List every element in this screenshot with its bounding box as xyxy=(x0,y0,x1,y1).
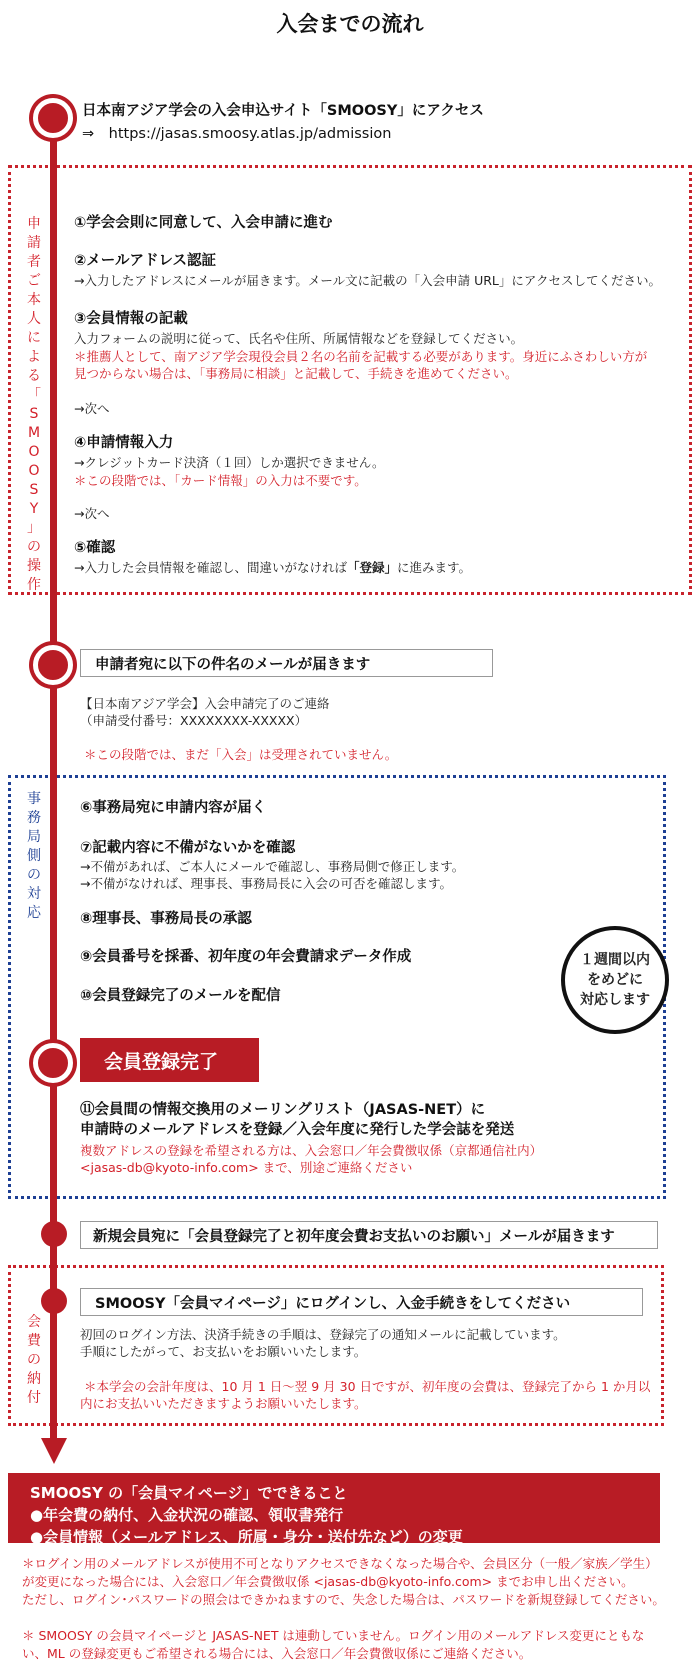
step-9: ⑨会員番号を採番、初年度の年会費請求データ作成 xyxy=(80,949,412,965)
step-11-note-2: <jasas-db@kyoto-info.com> まで、別途ご連絡ください xyxy=(80,1160,413,1175)
mypage-features-title: SMOOSY の「会員マイページ」でできること xyxy=(30,1484,348,1502)
smoosy-operations-label: 申 請 者 ご 本 人 に よ る 「 S M O O S Y 」 の 操 作 xyxy=(27,216,41,593)
step-3-note-1: ＊推薦人として、南アジア学会現役会員２名の名前を記載する必要があります。身近にふさわしい方が xyxy=(74,349,648,364)
mail-subject-line-1: 【日本南アジア学会】入会申請完了のご連絡 xyxy=(80,696,330,711)
next-2: →次へ xyxy=(74,506,110,521)
mypage-feature-1: ●年会費の納付、入金状況の確認、領収書発行 xyxy=(30,1506,344,1524)
step-11-line-1: ⑪会員間の情報交換用のメーリングリスト（JASAS-NET）に xyxy=(80,1102,486,1118)
step-7-desc-2: →不備がなければ、理事長、事務局長に入会の可否を確認します。 xyxy=(80,876,452,891)
step-11-line-2: 申請時のメールアドレスを登録／入会年度に発行した学会誌を発送 xyxy=(80,1122,515,1138)
step-4-desc: →クレジットカード決済（１回）しか選択できません。 xyxy=(74,455,385,470)
step-7-title: ⑦記載内容に不備がないかを確認 xyxy=(80,840,296,856)
footnote-b-1: ＊ SMOOSY の会員マイページと JASAS-NET は連動していません。ログイン用のメールアドレス変更にともな xyxy=(22,1628,645,1643)
step-2-desc: →入力したアドレスにメールが届きます。メール文に記載の「入会申請 URL」にアクセスしてください。 xyxy=(74,273,661,288)
step-3-desc: 入力フォームの説明に従って、氏名や住所、所属情報などを登録してください。 xyxy=(74,331,524,346)
step-4-note: ＊この段階では、「カード情報」の入力は不要です。 xyxy=(74,473,367,488)
one-week-badge: １週間以内 をめどに 対応します xyxy=(561,926,669,1034)
flow-node-icon xyxy=(33,645,73,685)
step-5-desc: →入力した会員情報を確認し、間違いがなければ「登録」に進みます。 xyxy=(74,560,472,575)
step-1: ①学会会則に同意して、入会申請に進む xyxy=(74,215,333,231)
step-6: ⑥事務局宛に申請内容が届く xyxy=(80,800,267,816)
footnote-b-2: い、ML の登録変更もご希望される場合には、入会窓口／年会費徴収係にご連絡ください。 xyxy=(22,1646,532,1661)
mypage-features-banner xyxy=(8,1473,660,1546)
step-2-title: ②メールアドレス認証 xyxy=(74,253,217,269)
mail-notice-box: 申請者宛に以下の件名のメールが届きます xyxy=(80,649,493,677)
payment-desc-1: 初回のログイン方法、決済手続きの手順は、登録完了の通知メールに記載しています。 xyxy=(80,1327,566,1342)
step-10: ⑩会員登録完了のメールを配信 xyxy=(80,988,281,1004)
payment-desc-2: 手順にしたがって、お支払いをお願いいたします。 xyxy=(80,1344,367,1359)
office-response-label: 事 務 局 側 の 対 応 xyxy=(27,791,41,921)
step-3-title: ③会員情報の記載 xyxy=(74,311,188,327)
step-3-note-2: 見つからない場合は、「事務局に相談」と記載して、手続きを進めてください。 xyxy=(74,366,518,381)
mypage-login-box: SMOOSY「会員マイページ」にログインし、入金手続きをしてください xyxy=(80,1288,643,1316)
flow-node-icon xyxy=(41,1221,67,1247)
access-url[interactable]: ⇒ https://jasas.smoosy.atlas.jp/admission xyxy=(82,126,392,142)
next-1: →次へ xyxy=(74,401,110,416)
mypage-feature-2: ●会員情報（メールアドレス、所属・身分・送付先など）の変更 xyxy=(30,1528,463,1546)
payment-note-1: ＊本学会の会計年度は、10 月 1 日～翌 9 月 30 日ですが、初年度の会費は、登録完了から 1 か月以 xyxy=(84,1379,651,1394)
flow-node-icon xyxy=(33,98,73,138)
mail-subject-line-2: （申請受付番号：XXXXXXXX-XXXXX） xyxy=(80,713,308,728)
flow-node-icon xyxy=(33,1043,73,1083)
new-member-mail-box: 新規会員宛に「会員登録完了と初年度会費お支払いのお願い」メールが届きます xyxy=(80,1221,658,1249)
flow-arrow-icon xyxy=(41,1438,67,1464)
step-5-title: ⑤確認 xyxy=(74,540,116,556)
flow-node-icon xyxy=(41,1288,67,1314)
mail-notice-note: ＊この段階では、まだ「入会」は受理されていません。 xyxy=(84,747,398,762)
footnote-a-1: ＊ログイン用のメールアドレスが使用不可となりアクセスできなくなった場合や、会員区分（一般／家族／学生） xyxy=(22,1556,658,1571)
access-heading: 日本南アジア学会の入会申込サイト「SMOOSY」にアクセス xyxy=(82,103,484,119)
registration-complete-banner: 会員登録完了 xyxy=(80,1038,259,1082)
payment-note-2: 内にお支払いいただきますようお願いいたします。 xyxy=(80,1396,367,1411)
step-11-note-1: 複数アドレスの登録を希望される方は、入会窓口／年会費徴収係（京都通信社内） xyxy=(80,1143,543,1158)
step-4-title: ④申請情報入力 xyxy=(74,435,174,451)
step-7-desc-1: →不備があれば、ご本人にメールで確認し、事務局側で修正します。 xyxy=(80,859,465,874)
step-8: ⑧理事長、事務局長の承認 xyxy=(80,911,252,927)
payment-label: 会 費 の 納 付 xyxy=(27,1314,41,1406)
footnote-a-2: が変更になった場合には、入会窓口／年会費徴収係 <jasas-db@kyoto-info.com> までお申し出ください。 xyxy=(22,1574,634,1589)
page-title: 入会までの流れ xyxy=(276,12,424,36)
footnote-a-3: ただし、ログイン･パスワードの照会はできかねますので、失念した場合は、パスワードを新規登録してください。 xyxy=(22,1592,665,1607)
